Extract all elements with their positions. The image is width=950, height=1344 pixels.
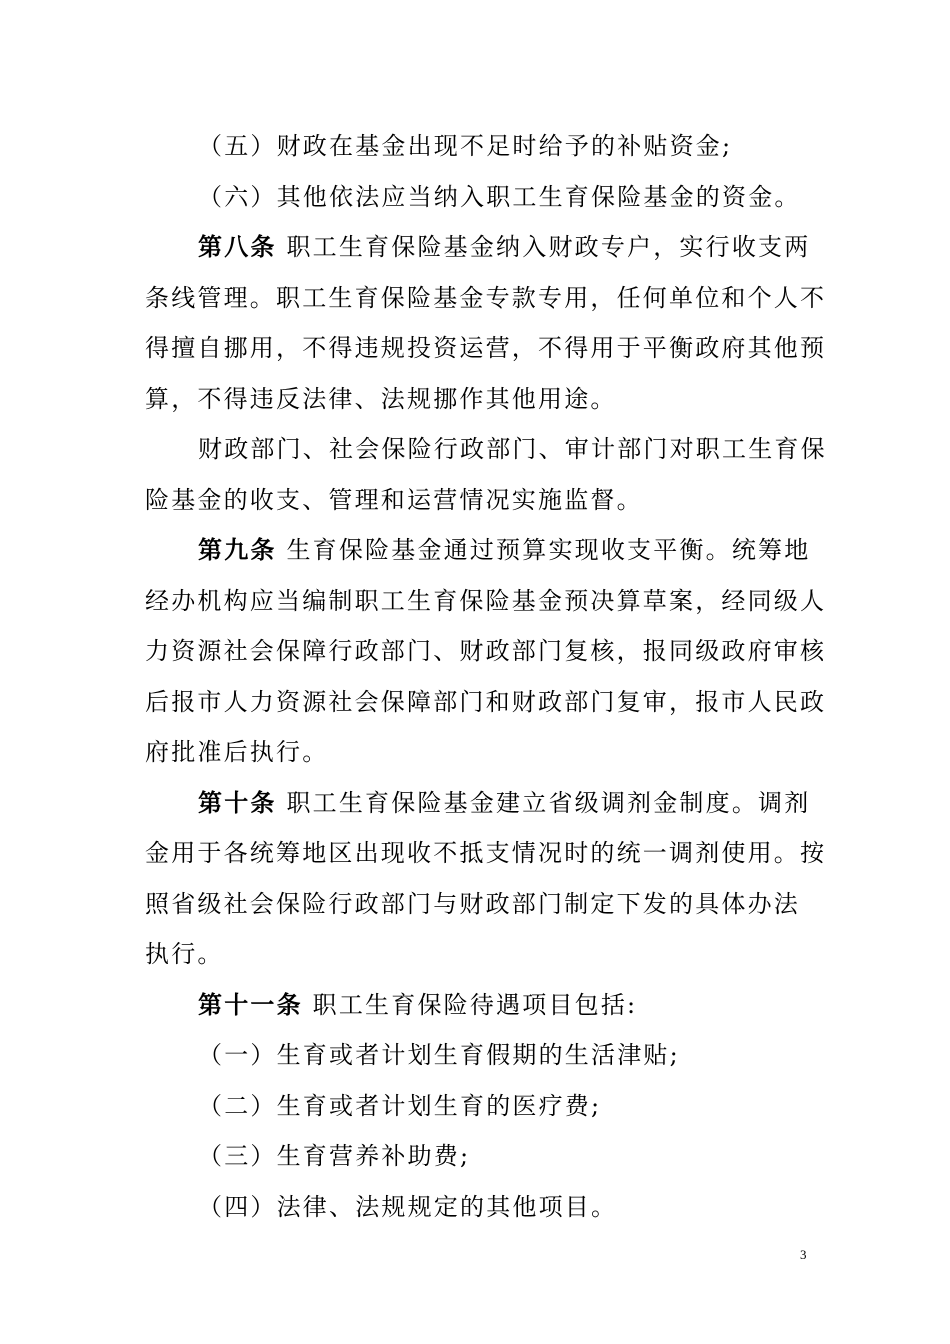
article-number: 第八条 — [198, 232, 277, 261]
text-line — [145, 121, 810, 172]
list-item — [145, 1131, 810, 1182]
text-line — [145, 172, 810, 223]
line-text: （三）生育营养补助费; — [198, 1142, 471, 1170]
list-item — [145, 1030, 810, 1081]
line-text: 职工生育保险基金纳入财政专户，实行收支两 — [276, 233, 811, 261]
line-text: 生育保险基金通过预算实现收支平衡。统筹地 — [276, 536, 811, 564]
text-line — [145, 475, 810, 526]
article-number: 第十一条 — [198, 989, 303, 1019]
text-line — [145, 273, 827, 324]
line-text: （五）财政在基金出现不足时给予的补贴资金; — [198, 132, 733, 160]
line-text: 险基金的收支、管理和运营情况实施监督。 — [145, 485, 643, 514]
text-line — [145, 626, 827, 677]
text-line — [145, 929, 810, 980]
line-text: （二）生育或者计划生育的医疗费; — [198, 1091, 602, 1120]
text-line — [145, 828, 827, 879]
line-text: （一）生育或者计划生育假期的生活津贴; — [198, 1041, 680, 1069]
text-line — [145, 727, 810, 778]
article-number: 第十条 — [198, 787, 277, 817]
article-number: 第九条 — [198, 535, 277, 564]
line-text: 得擅自挪用，不得违规投资运营，不得用于平衡政府其他预 — [145, 334, 827, 362]
article-10-heading-line — [145, 778, 810, 829]
article-9-heading-line — [145, 525, 810, 576]
list-item — [145, 1081, 810, 1132]
article-11-heading-line — [145, 980, 810, 1031]
line-text: 后报市人力资源社会保障部门和财政部门复审，报市人民政 — [145, 687, 827, 716]
text-line — [145, 323, 827, 374]
body-text — [145, 121, 827, 1232]
list-item — [145, 1182, 810, 1233]
line-text: 算，不得违反法律、法规挪作其他用途。 — [145, 384, 617, 413]
line-text: 府批准后执行。 — [145, 738, 329, 766]
line-text: （六）其他依法应当纳入职工生育保险基金的资金。 — [198, 182, 801, 211]
line-text: 条线管理。职工生育保险基金专款专用，任何单位和个人不 — [145, 283, 827, 312]
line-text: 照省级社会保险行政部门与财政部门制定下发的具体办法 — [145, 889, 800, 918]
text-line — [145, 879, 810, 930]
text-line — [145, 677, 827, 728]
line-text: 力资源社会保障行政部门、财政部门复核，报同级政府审核 — [145, 637, 827, 665]
line-text: （四）法律、法规规定的其他项目。 — [198, 1192, 618, 1221]
text-line — [145, 424, 827, 475]
text-line — [145, 576, 827, 627]
line-text: 财政部门、社会保险行政部门、审计部门对职工生育保 — [198, 435, 827, 463]
line-text: 金用于各统筹地区出现收不抵支情况时的统一调剂使用。按 — [145, 839, 827, 867]
line-text: 经办机构应当编制职工生育保险基金预决算草案，经同级人 — [145, 586, 827, 615]
line-text: 职工生育保险待遇项目包括: — [302, 990, 638, 1019]
page-number: 3 — [800, 1247, 807, 1262]
line-text: 职工生育保险基金建立省级调剂金制度。调剂 — [276, 788, 811, 817]
text-line — [145, 374, 810, 425]
article-8-heading-line — [145, 222, 810, 273]
line-text: 执行。 — [145, 940, 224, 968]
